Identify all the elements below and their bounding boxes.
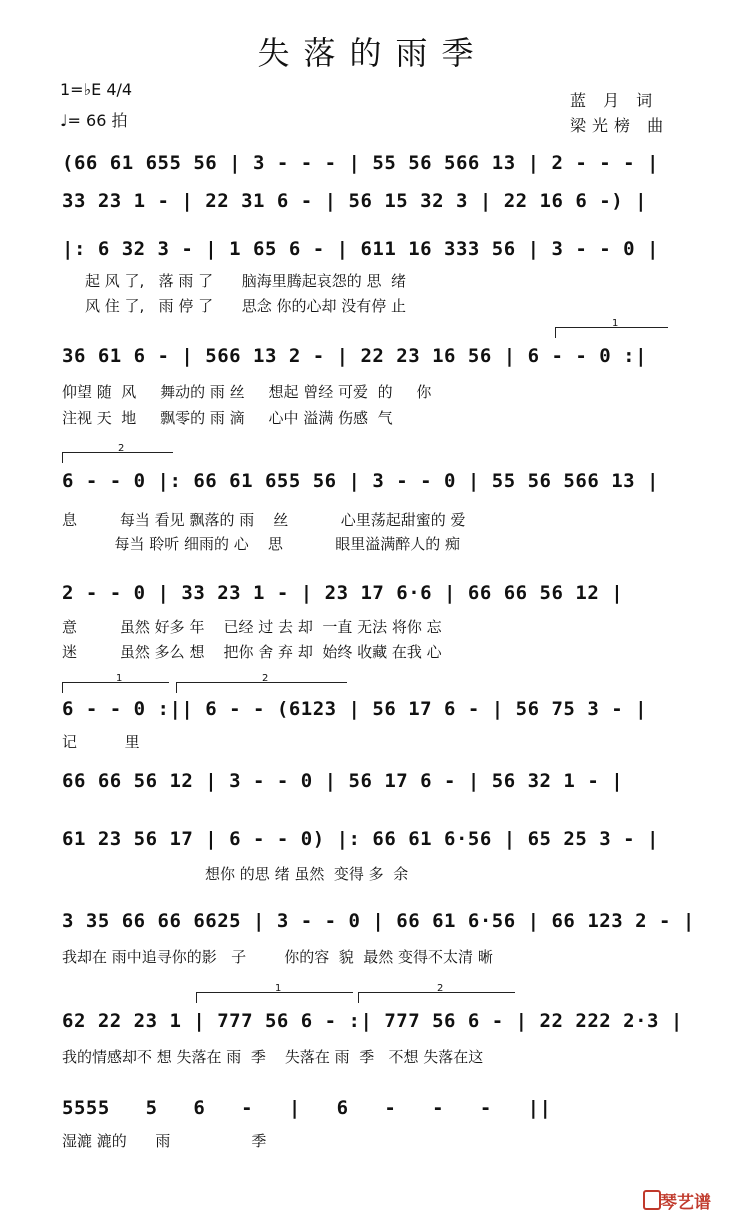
notation-line-3: |: 6 32 3 - | 1 65 6 - | 611 16 333 56 | 3 - - 0 | <box>62 238 659 260</box>
lyric-line-3a: 起 风 了, 落 雨 了 脑海里腾起哀怨的 思 绪 <box>85 272 407 290</box>
notation-line-12: 5555 5 6 - | 6 - - - || <box>62 1097 552 1119</box>
second-ending-bracket-3: 2 <box>358 992 515 1003</box>
first-ending-bracket: 1 <box>555 327 668 338</box>
notation-line-2: 33 23 1 - | 22 31 6 - | 56 15 32 3 | 22 16 6 -) | <box>62 190 648 212</box>
notation-line-11: 62 22 23 1 | 777 56 6 - :| 777 56 6 - | 22 222 2·3 | <box>62 1010 683 1032</box>
key-signature: 1=♭E 4/4 <box>60 80 133 99</box>
notation-line-8: 66 66 56 12 | 3 - - 0 | 56 17 6 - | 56 32 1 - | <box>62 770 624 792</box>
notation-line-5: 6 - - 0 |: 66 61 655 56 | 3 - - 0 | 55 56 566 13 | <box>62 470 659 492</box>
lyric-line-4a: 仰望 随 风 舞动的 雨 丝 想起 曾经 可爱 的 你 <box>62 383 432 401</box>
notation-line-7: 6 - - 0 :|| 6 - - (6123 | 56 17 6 - | 56 75 3 - | <box>62 698 648 720</box>
lyric-line-12: 湿漉 漉的 雨 季 <box>62 1132 267 1150</box>
lyric-line-4b: 注视 天 地 飘零的 雨 滴 心中 溢满 伤感 气 <box>62 409 393 427</box>
lyric-line-5a: 息 每当 看见 飘落的 雨 丝 心里荡起甜蜜的 爱 <box>62 511 466 529</box>
score-title: 失落的雨季 <box>257 34 488 72</box>
lyric-line-6a: 意 虽然 好多 年 已经 过 去 却 一直 无法 将你 忘 <box>62 618 442 636</box>
first-ending-bracket-2: 1 <box>62 682 169 693</box>
lyric-line-11: 我的情感却不 想 失落在 雨 季 失落在 雨 季 不想 失落在这 <box>62 1048 484 1066</box>
lyricist-credit: 蓝 月 词 <box>570 91 659 110</box>
notation-line-4: 36 61 6 - | 566 13 2 - | 22 23 16 56 | 6 - - 0 :| <box>62 345 648 367</box>
lyric-line-9: 想你 的思 绪 虽然 变得 多 余 <box>62 865 409 883</box>
first-ending-bracket-3: 1 <box>196 992 353 1003</box>
notation-line-10: 3 35 66 66 6625 | 3 - - 0 | 66 61 6·56 | 66 123 2 - | <box>62 910 695 932</box>
lyric-line-7: 记 里 <box>62 733 140 751</box>
lyric-line-3b: 风 住 了, 雨 停 了 思念 你的心却 没有停 止 <box>85 297 407 315</box>
watermark-logo-icon <box>643 1190 661 1210</box>
notation-line-9: 61 23 56 17 | 6 - - 0) |: 66 61 6·56 | 65 25 3 - | <box>62 828 659 850</box>
tempo-marking: ♩= 66 拍 <box>60 111 128 130</box>
composer-credit: 梁光榜 曲 <box>570 116 670 135</box>
lyric-line-5b: 每当 聆听 细雨的 心 思 眼里溢满醉人的 痴 <box>62 535 461 553</box>
notation-line-1: (66 61 655 56 | 3 - - - | 55 56 566 13 | 2 - - - | <box>62 152 659 174</box>
lyric-line-6b: 迷 虽然 多么 想 把你 舍 弃 却 始终 收藏 在我 心 <box>62 643 442 661</box>
lyric-line-10: 我却在 雨中追寻你的影 子 你的容 貌 最然 变得不太清 晰 <box>62 948 493 966</box>
watermark-logo: 琴艺谱 <box>660 1193 711 1213</box>
second-ending-bracket-2: 2 <box>176 682 347 693</box>
second-ending-bracket: 2 <box>62 452 173 463</box>
notation-line-6: 2 - - 0 | 33 23 1 - | 23 17 6·6 | 66 66 56 12 | <box>62 582 624 604</box>
